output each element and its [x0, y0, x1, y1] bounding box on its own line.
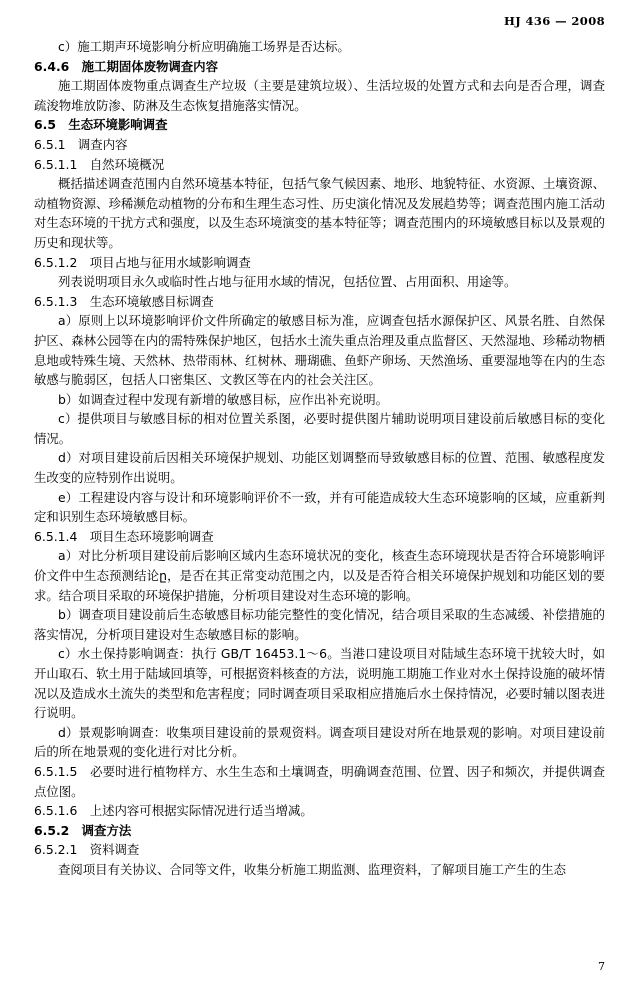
- paragraph: d）对项目建设前后因相关环境保护规划、功能区划调整而导致敏感目标的位置、范围、敏感程度发生改变的应特别作出说明。: [34, 450, 605, 486]
- paragraph: a）对比分析项目建设前后影响区域内生态环境状况的变化，核查生态环境现状是否符合环境影响评价文件中生态预测结论ը，是否在其正常变动范围之内，以及是否符合相关环境保护规划和功能区划的要求。结合项目采取的环境保护措施，分析项目建设对生态环境的影响。: [34, 548, 605, 603]
- section-heading: 6.5.2.1 资料调查: [34, 842, 140, 858]
- paragraph: a）原则上以环境影响评价文件所确定的敏感目标为准，应调查包括水源保护区、风景名胜、自然保护区、森林公园等在内的需特殊保护地区，包括水土流失重点治理及重点监督区、天然湿地、珍稀动物栖息地或特殊生境、天然林、热带雨林、红树林、珊瑚礁、鱼虾产卵场、天然渔场、重要湿地等在内的生态敏感与脆弱区，包括人口密集区、文教区等在内的社会关注区。: [34, 313, 605, 388]
- paragraph: c）施工期声环境影响分析应明确施工场界是否达标。: [58, 39, 350, 54]
- section-heading: 6.5.1.2 项目占地与征用水域影响调查: [34, 254, 251, 270]
- paragraph: d）景观影响调查：收集项目建设前的景观资料。调查项目建设对所在地景观的影响。对项目建设前后的所在地景观的变化进行对比分析。: [34, 724, 605, 760]
- section-heading: 6.5.1.4 项目生态环境影响调查: [34, 528, 214, 544]
- page-header: HJ 436 — 2008: [503, 14, 605, 28]
- paragraph: 查阅项目有关协议、合同等文件，收集分析施工期监测、监理资料，了解项目施工产生的生态: [58, 861, 567, 877]
- section-heading: 6.5.1.3 生态环境敏感目标调查: [34, 293, 214, 309]
- section-heading: 6.5.1.1 自然环境概况: [34, 156, 165, 172]
- paragraph: c）提供项目与敏感目标的相对位置关系图，必要时提供图片辅助说明项目建设前后敏感目标的变化情况。: [34, 411, 605, 446]
- section-heading: 6.5 生态环境影响调查: [34, 117, 168, 133]
- section-heading: 6.4.6 施工期固体废物调查内容: [34, 58, 218, 74]
- document-body: [34, 37, 605, 880]
- paragraph: 概括描述调查范围内自然环境基本特征，包括气象气候因素、地形、地貌特征、水资源、土壤资源、动植物资源、珍稀濒危动植物的分布和生理生态习性、历史演化情况及发展趋势等；调查范围内施工活动对生态环境的干扰方式和强度，以及生态环境演变的基本特征等；调查范围内的环境敏感目标以及景观的历史和现状等。: [34, 176, 605, 250]
- section-heading: 6.5.1.5 必要时进行植物样方、水生生态和土壤调查，明确调查范围、位置、因子和频次，并提供调查点位图。: [34, 763, 605, 799]
- paragraph: 施工期固体废物重点调查生产垃圾（主要是建筑垃圾）、生活垃圾的处置方式和去向是否合理，调查疏浚物堆放防渗、防淋及生态恢复措施落实情况。: [34, 78, 605, 113]
- paragraph: b）如调查过程中发现有新增的敏感目标，应作出补充说明。: [58, 391, 389, 407]
- page-number: 7: [598, 960, 605, 973]
- section-heading: 6.5.2 调查方法: [34, 822, 132, 838]
- paragraph: e）工程建设内容与设计和环境影响评价不一致，并有可能造成较大生态环境影响的区域，应重新判定和识别生态环境敏感目标。: [34, 489, 605, 525]
- section-heading: 6.5.1 调查内容: [34, 136, 128, 152]
- section-heading: 6.5.1.6 上述内容可根据实际情况进行适当增减。: [34, 803, 313, 819]
- paragraph: b）调查项目建设前后生态敏感目标功能完整性的变化情况，结合项目采取的生态减缓、补偿措施的落实情况，分析项目建设对生态敏感目标的影响。: [34, 607, 605, 642]
- paragraph: 列表说明项目永久或临时性占地与征用水域的情况，包括位置、占用面积、用途等。: [58, 274, 517, 290]
- paragraph: c）水土保持影响调查：执行 GB/T 16453.1～6。当港口建设项目对陆域生态环境干扰较大时，如开山取石、软土用于陆域回填等，可根据资料核查的方法，说明施工期施工作业对水土保持设施的破坏情况以及造成水土流失的类型和危害程度；同时调查项目采取相应措施后水土保持情况，必要时辅以图表进行说明。: [34, 646, 605, 721]
